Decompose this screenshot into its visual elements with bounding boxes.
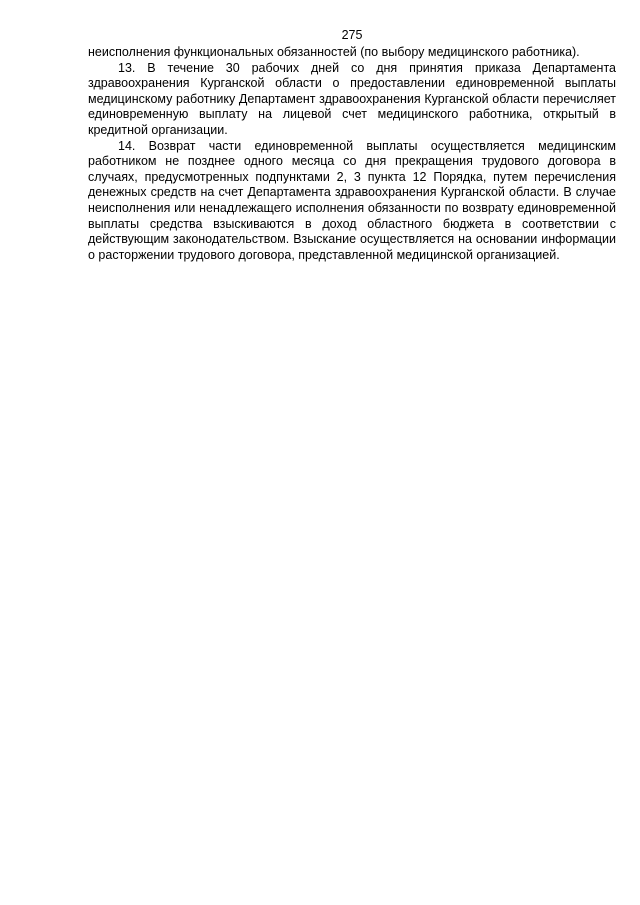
paragraph-14: 14. Возврат части единовременной выплаты осуществляется медицинским работником не позднее одного месяца со дня прекращения трудового договора в случаях, предусмотренных подпунктами 2, 3 пункта 12 Порядка, путем перечисления денежных средств на счет Департамента здравоохранения Курганской области. В случае неисполнения или ненадлежащего исполнения обязанности по возврату единовременной выплаты средства взыскиваются в доход областного бюджета в соответствии с действующим законодательством. Взыскание осуществляется на основании информации о расторжении трудового договора, представленной медицинской организацией.	[88, 138, 616, 262]
page-number: 275	[341, 28, 363, 42]
document-page	[88, 28, 616, 263]
paragraph-13: 13. В течение 30 рабочих дней со дня принятия приказа Департамента здравоохранения Курганской области о предоставлении единовременной выплаты медицинскому работнику Департамент здравоохранения Курганской области перечисляет единовременную выплату на лицевой счет медицинского работника, открытый в кредитной организации.	[88, 60, 616, 137]
paragraph-continuation: неисполнения функциональных обязанностей (по выбору медицинского работника).	[88, 45, 580, 59]
